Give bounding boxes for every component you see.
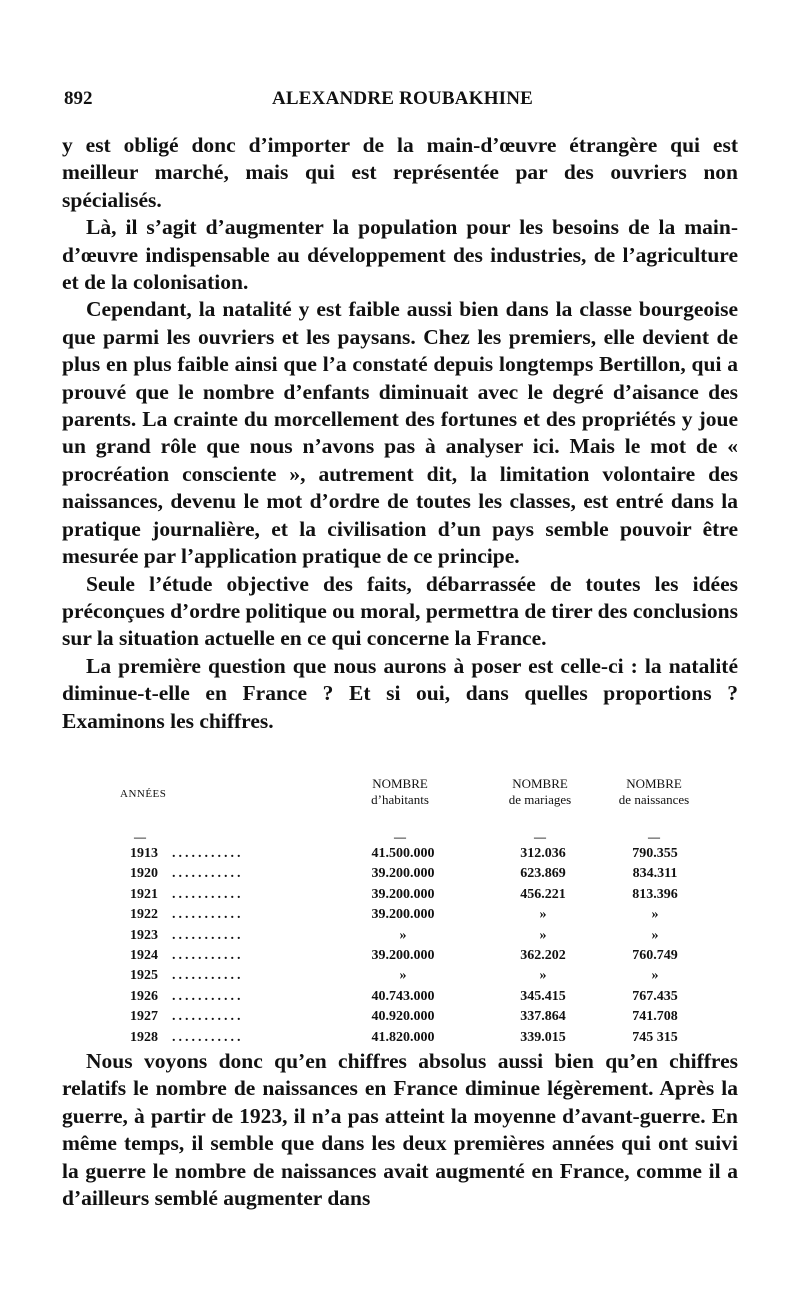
paragraph: Seule l’étude objective des faits, débarrassée de toutes les idées préconçues d’ordre politique ou moral, permettra de tirer des conclusions sur la situation actuelle en ce qui concerne la France.	[62, 571, 738, 651]
paragraph: Cependant, la natalité y est faible aussi bien dans la classe bourgeoise que parmi les ouvriers et les paysans. Chez les premiers, elle devient de plus en plus faible ainsi que l’a constaté depuis longtemps Bertillon, qui a prouvé que le nombre d’enfants diminuait avec le degré d’aisance des parents. La crainte du morcellement des fortunes et des propriétés y joue un grand rôle que nous n’avons pas à analyser ici. Mais le mot de « procréation consciente », autrement dit, la limitation volontaire des naissances, devenu le mot d’ordre de toutes les classes, est entré dans la pratique journalière, et la civilisation d’un pays semble pouvoir être mesurée par l’application pratique de ce principe.	[62, 297, 738, 569]
births-cell: »	[651, 907, 659, 923]
marriages-cell: 456.221	[520, 886, 566, 902]
inhabitants-cell: 39.200.000	[371, 886, 435, 902]
header-dashes	[120, 830, 720, 844]
leader-dots: ...........	[172, 927, 244, 943]
year-cell: 1925	[130, 968, 158, 984]
header-births	[596, 776, 712, 808]
births-cell: 813.396	[632, 886, 678, 902]
leader-dots: ...........	[172, 866, 244, 882]
header-inhabitants-top: NOMBRE	[372, 776, 428, 791]
page-header	[64, 88, 736, 112]
paragraph: y est obligé donc d’importer de la main-d’œuvre étrangère qui est meilleur marché, mais qui est représentée par des ouvriers non spécialisés.	[62, 133, 738, 212]
year-cell: 1928	[130, 1029, 158, 1045]
table-body	[120, 844, 720, 1048]
leader-dots: ...........	[172, 988, 244, 1004]
paragraph: Là, il s’agit d’augmenter la population pour les besoins de la main-d’œuvre indispensable au développement des industries, de l’agriculture et de la colonisation.	[62, 215, 738, 295]
inhabitants-cell: 41.820.000	[371, 1029, 435, 1045]
header-marriages-top: NOMBRE	[512, 776, 568, 791]
marriages-cell: 623.869	[520, 866, 566, 882]
year-cell: 1922	[130, 907, 158, 923]
births-cell: »	[651, 927, 659, 943]
header-inhabitants	[340, 776, 460, 808]
year-cell: 1920	[130, 866, 158, 882]
marriages-cell: »	[539, 927, 547, 943]
year-cell: 1924	[130, 947, 158, 963]
year-cell: 1926	[130, 988, 158, 1004]
births-cell: 760.749	[632, 947, 678, 963]
running-title: ALEXANDRE ROUBAKHINE	[272, 88, 534, 109]
table-row	[120, 1028, 720, 1048]
header-births-bottom: de naissances	[618, 792, 690, 807]
leader-dots: ...........	[172, 846, 244, 861]
header-inhabitants-bottom: d’habitants	[371, 792, 429, 807]
marriages-cell: 312.036	[520, 846, 566, 861]
marriages-cell: »	[539, 907, 547, 923]
leader-dots: ...........	[172, 968, 244, 984]
table-row	[120, 844, 720, 864]
dash: —	[534, 830, 546, 844]
leader-dots: ...........	[172, 1009, 244, 1025]
marriages-cell: 337.864	[520, 1009, 566, 1025]
births-cell: 745 315	[632, 1029, 678, 1045]
inhabitants-cell: 39.200.000	[371, 947, 435, 963]
leader-dots: ...........	[172, 907, 244, 923]
year-cell: 1927	[130, 1009, 158, 1025]
births-cell: 790.355	[632, 846, 678, 861]
year-cell: 1921	[130, 886, 158, 902]
table-header	[120, 776, 720, 830]
body-text-bottom	[62, 1048, 738, 1212]
leader-dots: ...........	[172, 947, 244, 963]
header-births-top: NOMBRE	[626, 776, 682, 791]
year-cell: 1913	[130, 846, 158, 861]
table-row	[120, 864, 720, 884]
table-row	[120, 1007, 720, 1027]
table-row	[120, 905, 720, 925]
year-cell: 1923	[130, 927, 158, 943]
marriages-cell: 362.202	[520, 947, 566, 963]
inhabitants-cell: »	[399, 927, 407, 943]
table-row	[120, 966, 720, 986]
inhabitants-cell: 41.500.000	[371, 846, 435, 861]
header-marriages-bottom: de mariages	[508, 792, 572, 807]
marriages-cell: 345.415	[520, 988, 566, 1004]
births-cell: 834.311	[632, 866, 678, 882]
header-marriages	[480, 776, 600, 808]
table-row	[120, 926, 720, 946]
births-cell: 741.708	[632, 1009, 678, 1025]
leader-dots: ...........	[172, 886, 244, 902]
inhabitants-cell: 39.200.000	[371, 866, 435, 882]
dash: —	[394, 830, 406, 844]
page-number: 892	[64, 88, 93, 109]
inhabitants-cell: 40.743.000	[371, 988, 435, 1004]
inhabitants-cell: 39.200.000	[371, 907, 435, 923]
dash: —	[134, 830, 146, 844]
table-row	[120, 885, 720, 905]
marriages-cell: 339.015	[520, 1029, 566, 1045]
dash: —	[648, 830, 660, 844]
leader-dots: ...........	[172, 1029, 244, 1045]
header-years: ANNÉES	[120, 788, 167, 800]
paragraph: La première question que nous aurons à poser est celle-ci : la natalité diminue-t-elle en France ? Et si oui, dans quelles proportions ? Examinons les chiffres.	[62, 653, 738, 733]
births-cell: »	[651, 968, 659, 984]
inhabitants-cell: »	[399, 968, 407, 984]
inhabitants-cell: 40.920.000	[371, 1009, 435, 1025]
body-text-top	[62, 132, 738, 735]
table-row	[120, 987, 720, 1007]
statistics-table	[120, 776, 720, 1048]
paragraph: Nous voyons donc qu’en chiffres absolus aussi bien qu’en chiffres relatifs le nombre de naissances en France diminue légèrement. Après la guerre, à partir de 1923, il n’a pas atteint la moyenne d’avant-guerre. En même temps, il semble que dans les deux premières années qui ont suivi la guerre le nombre de naissances avait augmenté en France, comme il a d’ailleurs semblé augmenter dans	[62, 1049, 738, 1211]
births-cell: 767.435	[632, 988, 678, 1004]
table-row	[120, 946, 720, 966]
marriages-cell: »	[539, 968, 547, 984]
